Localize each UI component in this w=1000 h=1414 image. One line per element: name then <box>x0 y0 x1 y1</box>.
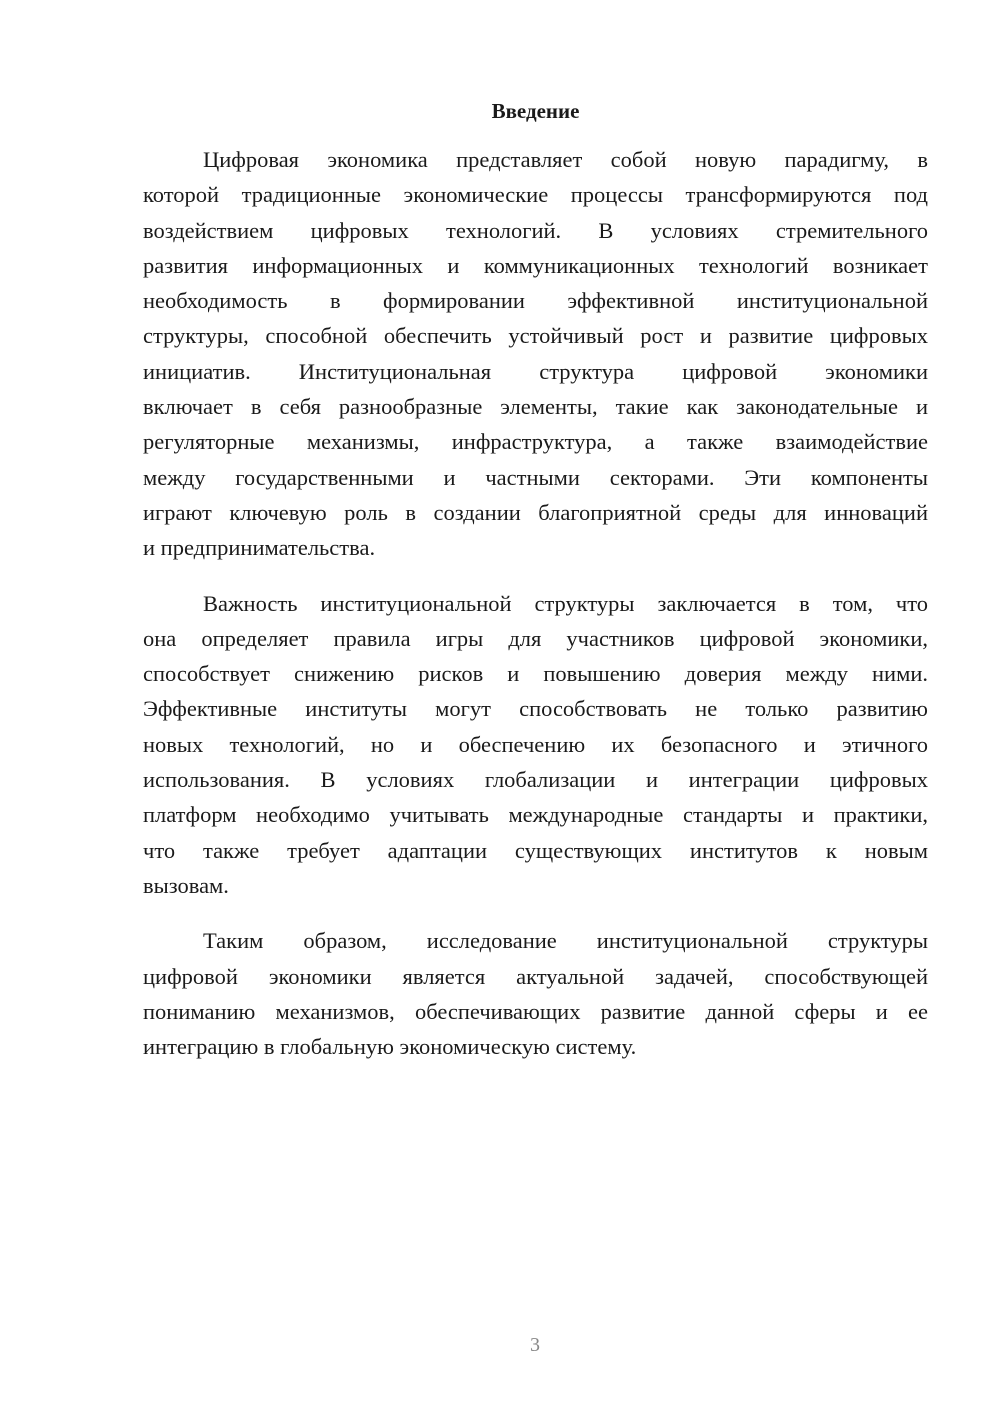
text-line: играют ключевую роль в создании благоприятной среды для инноваций <box>143 499 928 525</box>
text-line: пониманию механизмов, обеспечивающих развитие данной сферы и ее <box>143 998 928 1024</box>
text-line: интеграцию в глобальную экономическую систему. <box>143 1034 637 1060</box>
text-line: Эффективные институты могут способствовать не только развитию <box>143 696 928 722</box>
text-line: новых технологий, но и обеспечению их безопасного и этичного <box>143 731 928 757</box>
text-line: структуры, способной обеспечить устойчивый рост и развитие цифровых <box>143 323 928 349</box>
paragraph <box>143 142 928 566</box>
text-line: и предпринимательства. <box>143 535 376 561</box>
text-line: регуляторные механизмы, инфраструктура, а также взаимодействие <box>143 429 928 455</box>
text-line: Важность институциональной структуры заключается в том, что <box>203 590 928 616</box>
text-line: цифровой экономики является актуальной задачей, способствующей <box>143 963 928 989</box>
text-line: инициатив. Институциональная структура цифровой экономики <box>143 358 928 384</box>
text-line: воздействием цифровых технологий. В условиях стремительного <box>143 217 928 243</box>
text-line: использования. В условиях глобализации и интеграции цифровых <box>143 767 928 793</box>
text-line: которой традиционные экономические процессы трансформируются под <box>143 182 928 208</box>
page-number: 3 <box>530 1334 540 1356</box>
text-line: развития информационных и коммуникационных технологий возникает <box>143 252 928 278</box>
text-line: что также требует адаптации существующих институтов к новым <box>143 837 928 863</box>
text-line: включает в себя разнообразные элементы, такие как законодательные и <box>143 394 928 420</box>
paragraph <box>143 586 928 904</box>
text-line: необходимость в формировании эффективной институциональной <box>143 288 928 314</box>
text-line: вызовам. <box>143 872 229 898</box>
section-title: Введение <box>491 99 580 123</box>
document-body <box>143 142 928 1084</box>
text-line: платформ необходимо учитывать международные стандарты и практики, <box>143 802 928 828</box>
text-line: между государственными и частными секторами. Эти компоненты <box>143 464 928 490</box>
text-line: Таким образом, исследование институциональной структуры <box>203 928 928 954</box>
paragraph <box>143 923 928 1064</box>
text-line: она определяет правила игры для участников цифровой экономики, <box>143 625 928 651</box>
text-line: Цифровая экономика представляет собой новую парадигму, в <box>203 147 928 172</box>
text-line: способствует снижению рисков и повышению доверия между ними. <box>143 661 928 687</box>
